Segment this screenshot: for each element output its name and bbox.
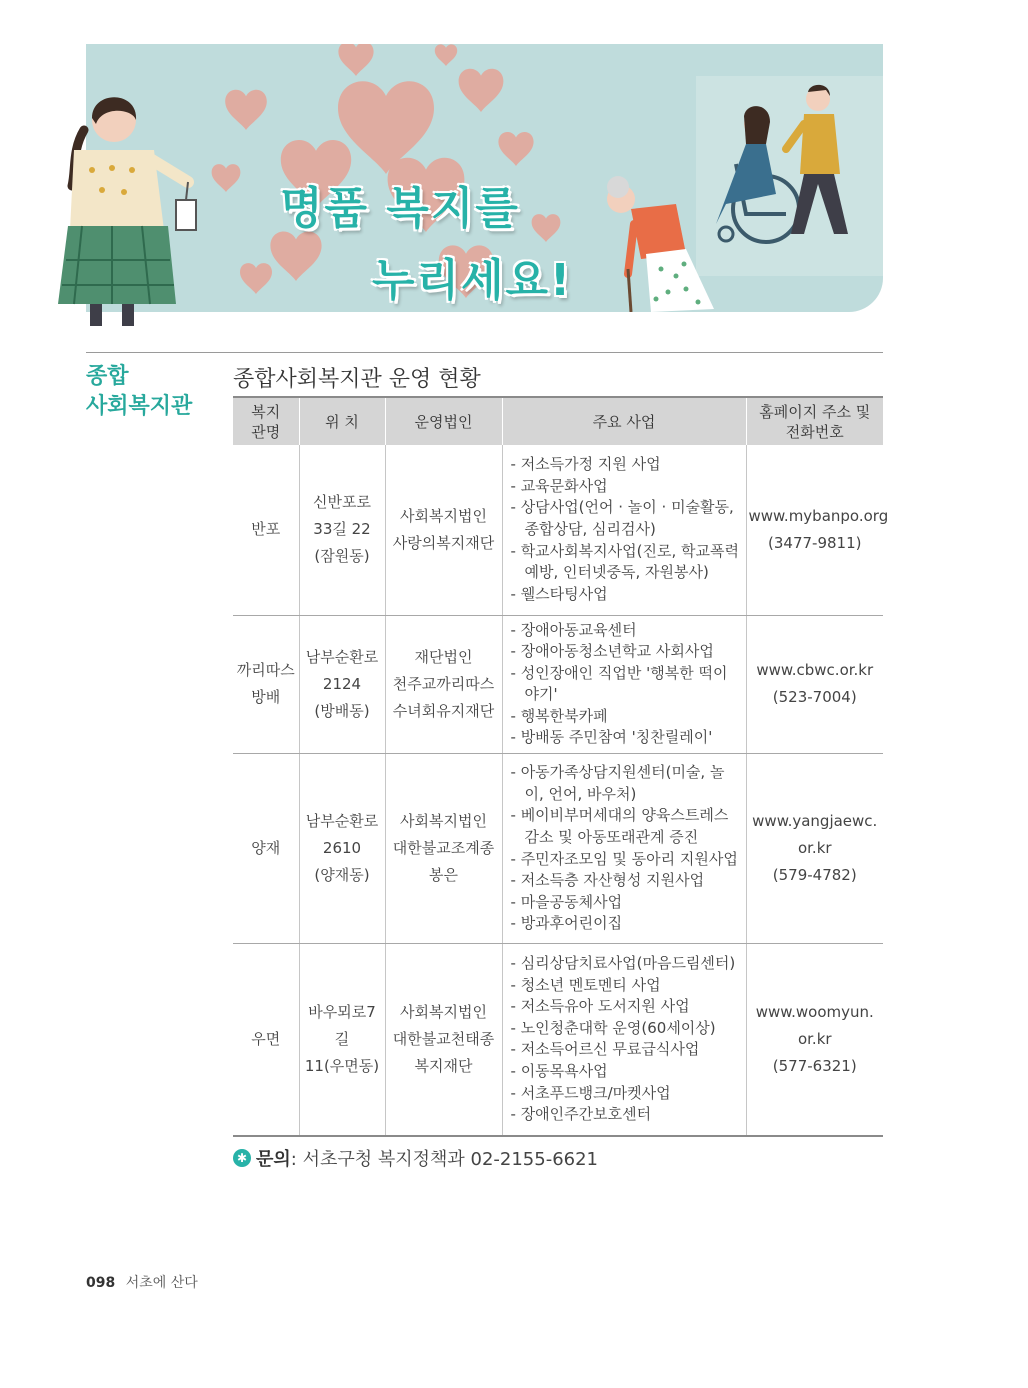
banner-title-line2: 누리세요! bbox=[372, 255, 573, 306]
cell-homepage: www.yangjaewc. or.kr (579-4782) bbox=[746, 754, 883, 944]
contact-text: : 서초구청 복지정책과 02-2155-6621 bbox=[290, 1149, 599, 1170]
table-row bbox=[233, 615, 883, 754]
table-header-row bbox=[233, 397, 883, 445]
table-row bbox=[233, 445, 883, 615]
page-footer bbox=[86, 1272, 198, 1292]
business-item: - 베이비부머세대의 양육스트레스 감소 및 아동또래관계 증진 bbox=[511, 805, 742, 848]
book-title: 서초에 산다 bbox=[125, 1275, 198, 1291]
cell-corporation: 사회복지법인 대한불교조계종 봉은 bbox=[385, 754, 502, 944]
cell-corporation: 사회복지법인 사랑의복지재단 bbox=[385, 445, 502, 615]
cell-name: 반포 bbox=[233, 445, 299, 615]
table-row bbox=[233, 754, 883, 944]
header-corporation: 운영법인 bbox=[385, 397, 502, 445]
business-item: - 이동목욕사업 bbox=[511, 1061, 742, 1083]
cell-homepage: www.woomyun. or.kr (577-6321) bbox=[746, 944, 883, 1136]
cell-location: 남부순환로 2124 (방배동) bbox=[299, 615, 385, 754]
cell-name: 까리따스 방배 bbox=[233, 615, 299, 754]
cell-business bbox=[502, 754, 746, 944]
header-business: 주요 사업 bbox=[502, 397, 746, 445]
business-item: - 마을공동체사업 bbox=[511, 892, 742, 914]
section-divider bbox=[86, 352, 883, 353]
business-item: - 웰스타팅사업 bbox=[511, 584, 742, 606]
header-homepage: 홈페이지 주소 및 전화번호 bbox=[746, 397, 883, 445]
cell-homepage: www.cbwc.or.kr (523-7004) bbox=[746, 615, 883, 754]
business-item: - 주민자조모임 및 동아리 지원사업 bbox=[511, 849, 742, 871]
banner-title-line1: 명품 복지를 bbox=[280, 183, 520, 234]
cell-homepage: www.mybanpo.org (3477-9811) bbox=[746, 445, 883, 615]
cell-business bbox=[502, 944, 746, 1136]
cell-business bbox=[502, 615, 746, 754]
contact-label: 문의 bbox=[256, 1149, 291, 1170]
cell-name: 우면 bbox=[233, 944, 299, 1136]
business-item: - 장애인주간보호센터 bbox=[511, 1104, 742, 1126]
cell-business bbox=[502, 445, 746, 615]
side-title-line1: 종합 bbox=[86, 364, 129, 389]
business-item: - 학교사회복지사업(진로, 학교폭력 예방, 인터넷중독, 자원봉사) bbox=[511, 541, 742, 584]
girl-with-lantern-illustration bbox=[52, 90, 202, 328]
cell-location: 남부순환로 2610 (양재동) bbox=[299, 754, 385, 944]
business-item: - 방배동 주민참여 '칭찬릴레이' bbox=[511, 727, 742, 749]
contact-info bbox=[233, 1145, 598, 1171]
page-number: 098 bbox=[86, 1275, 116, 1291]
header-location: 위 치 bbox=[299, 397, 385, 445]
business-item: - 저소득층 자산형성 지원사업 bbox=[511, 870, 742, 892]
business-item: - 청소년 멘토멘티 사업 bbox=[511, 975, 742, 997]
table-row bbox=[233, 944, 883, 1136]
business-item: - 장애아동교육센터 bbox=[511, 620, 742, 642]
asterisk-icon: ✱ bbox=[233, 1149, 251, 1167]
business-item: - 방과후어린이집 bbox=[511, 913, 742, 935]
table-title: 종합사회복지관 운영 현황 bbox=[233, 367, 481, 392]
section-side-title bbox=[86, 362, 192, 422]
cell-name: 양재 bbox=[233, 754, 299, 944]
business-item: - 서초푸드뱅크/마켓사업 bbox=[511, 1083, 742, 1105]
business-item: - 성인장애인 직업반 '행복한 떡이야기' bbox=[511, 663, 742, 706]
business-item: - 노인청춘대학 운영(60세이상) bbox=[511, 1018, 742, 1040]
business-item: - 심리상담치료사업(마음드림센터) bbox=[511, 953, 742, 975]
business-item: - 저소득어르신 무료급식사업 bbox=[511, 1039, 742, 1061]
business-item: - 교육문화사업 bbox=[511, 476, 742, 498]
hero-banner bbox=[86, 44, 883, 312]
header-name: 복지 관명 bbox=[233, 397, 299, 445]
welfare-center-table bbox=[233, 396, 889, 1137]
cell-location: 바우뫼로7길 11(우면동) bbox=[299, 944, 385, 1136]
business-item: - 행복한북카페 bbox=[511, 706, 742, 728]
business-item: - 상담사업(언어 · 놀이 · 미술활동, 종합상담, 심리검사) bbox=[511, 497, 742, 540]
business-item: - 아동가족상담지원센터(미술, 놀이, 언어, 바우처) bbox=[511, 762, 742, 805]
side-title-line2: 사회복지관 bbox=[86, 394, 193, 419]
cell-corporation: 사회복지법인 대한불교천태종 복지재단 bbox=[385, 944, 502, 1136]
cell-location: 신반포로 33길 22 (잠원동) bbox=[299, 445, 385, 615]
business-item: - 저소득가정 지원 사업 bbox=[511, 454, 742, 476]
business-item: - 저소득유아 도서지원 사업 bbox=[511, 996, 742, 1018]
cell-corporation: 재단법인 천주교까리따스 수녀회유지재단 bbox=[385, 615, 502, 754]
business-item: - 장애아동청소년학교 사회사업 bbox=[511, 641, 742, 663]
